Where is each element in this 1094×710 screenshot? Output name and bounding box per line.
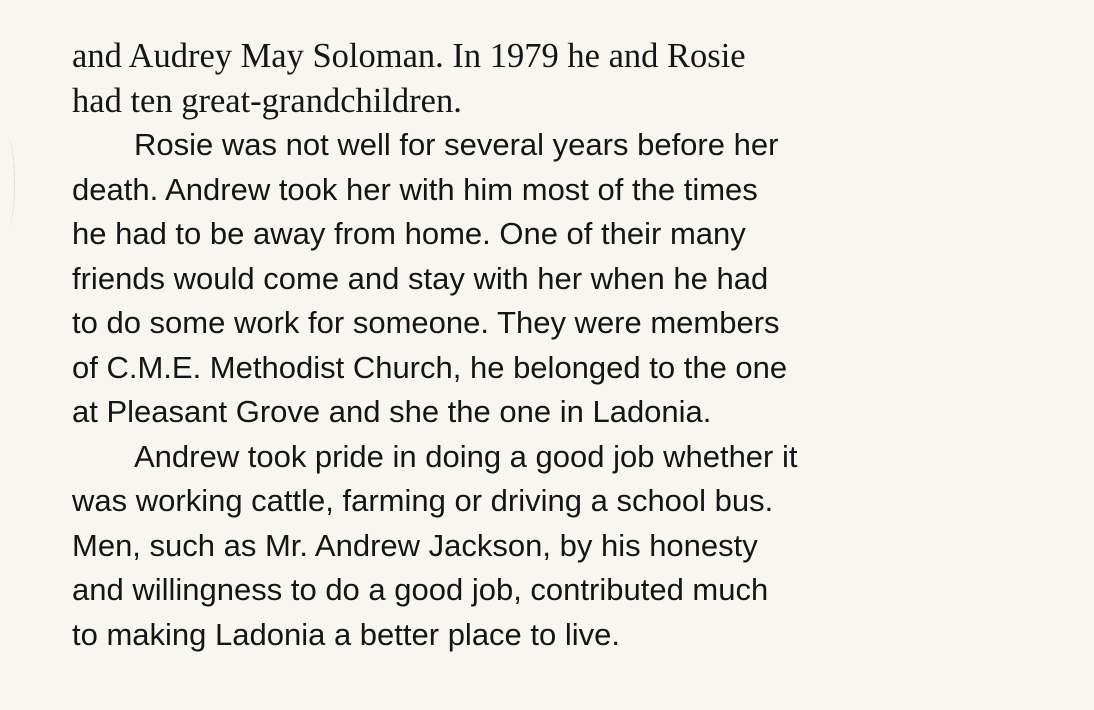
text-line: had ten great-grandchildren.	[72, 81, 462, 120]
text-line: of C.M.E. Methodist Church, he belonged to the one	[72, 349, 788, 385]
text-line: and Audrey May Soloman. In 1979 he and Rosie	[72, 37, 746, 75]
paragraph-start-line: Andrew took pride in doing a good job whether it	[134, 438, 798, 474]
text-line: to making Ladonia a better place to live.	[72, 616, 621, 652]
text-line: to do some work for someone. They were members	[72, 305, 780, 340]
text-line: death. Andrew took her with him most of the times	[72, 171, 758, 207]
scan-edge-mark	[0, 138, 15, 228]
paragraph-start-line: Rosie was not well for several years before her	[134, 127, 779, 162]
text-line: at Pleasant Grove and she the one in Ladonia.	[72, 394, 712, 429]
text-line: friends would come and stay with her when he had	[72, 260, 769, 296]
text-line: and willingness to do a good job, contributed much	[72, 572, 769, 607]
text-line: he had to be away from home. One of their many	[72, 216, 746, 251]
body-text	[72, 34, 1066, 657]
text-line: Men, such as Mr. Andrew Jackson, by his honesty	[72, 527, 758, 563]
text-line: was working cattle, farming or driving a school bus.	[72, 483, 774, 518]
